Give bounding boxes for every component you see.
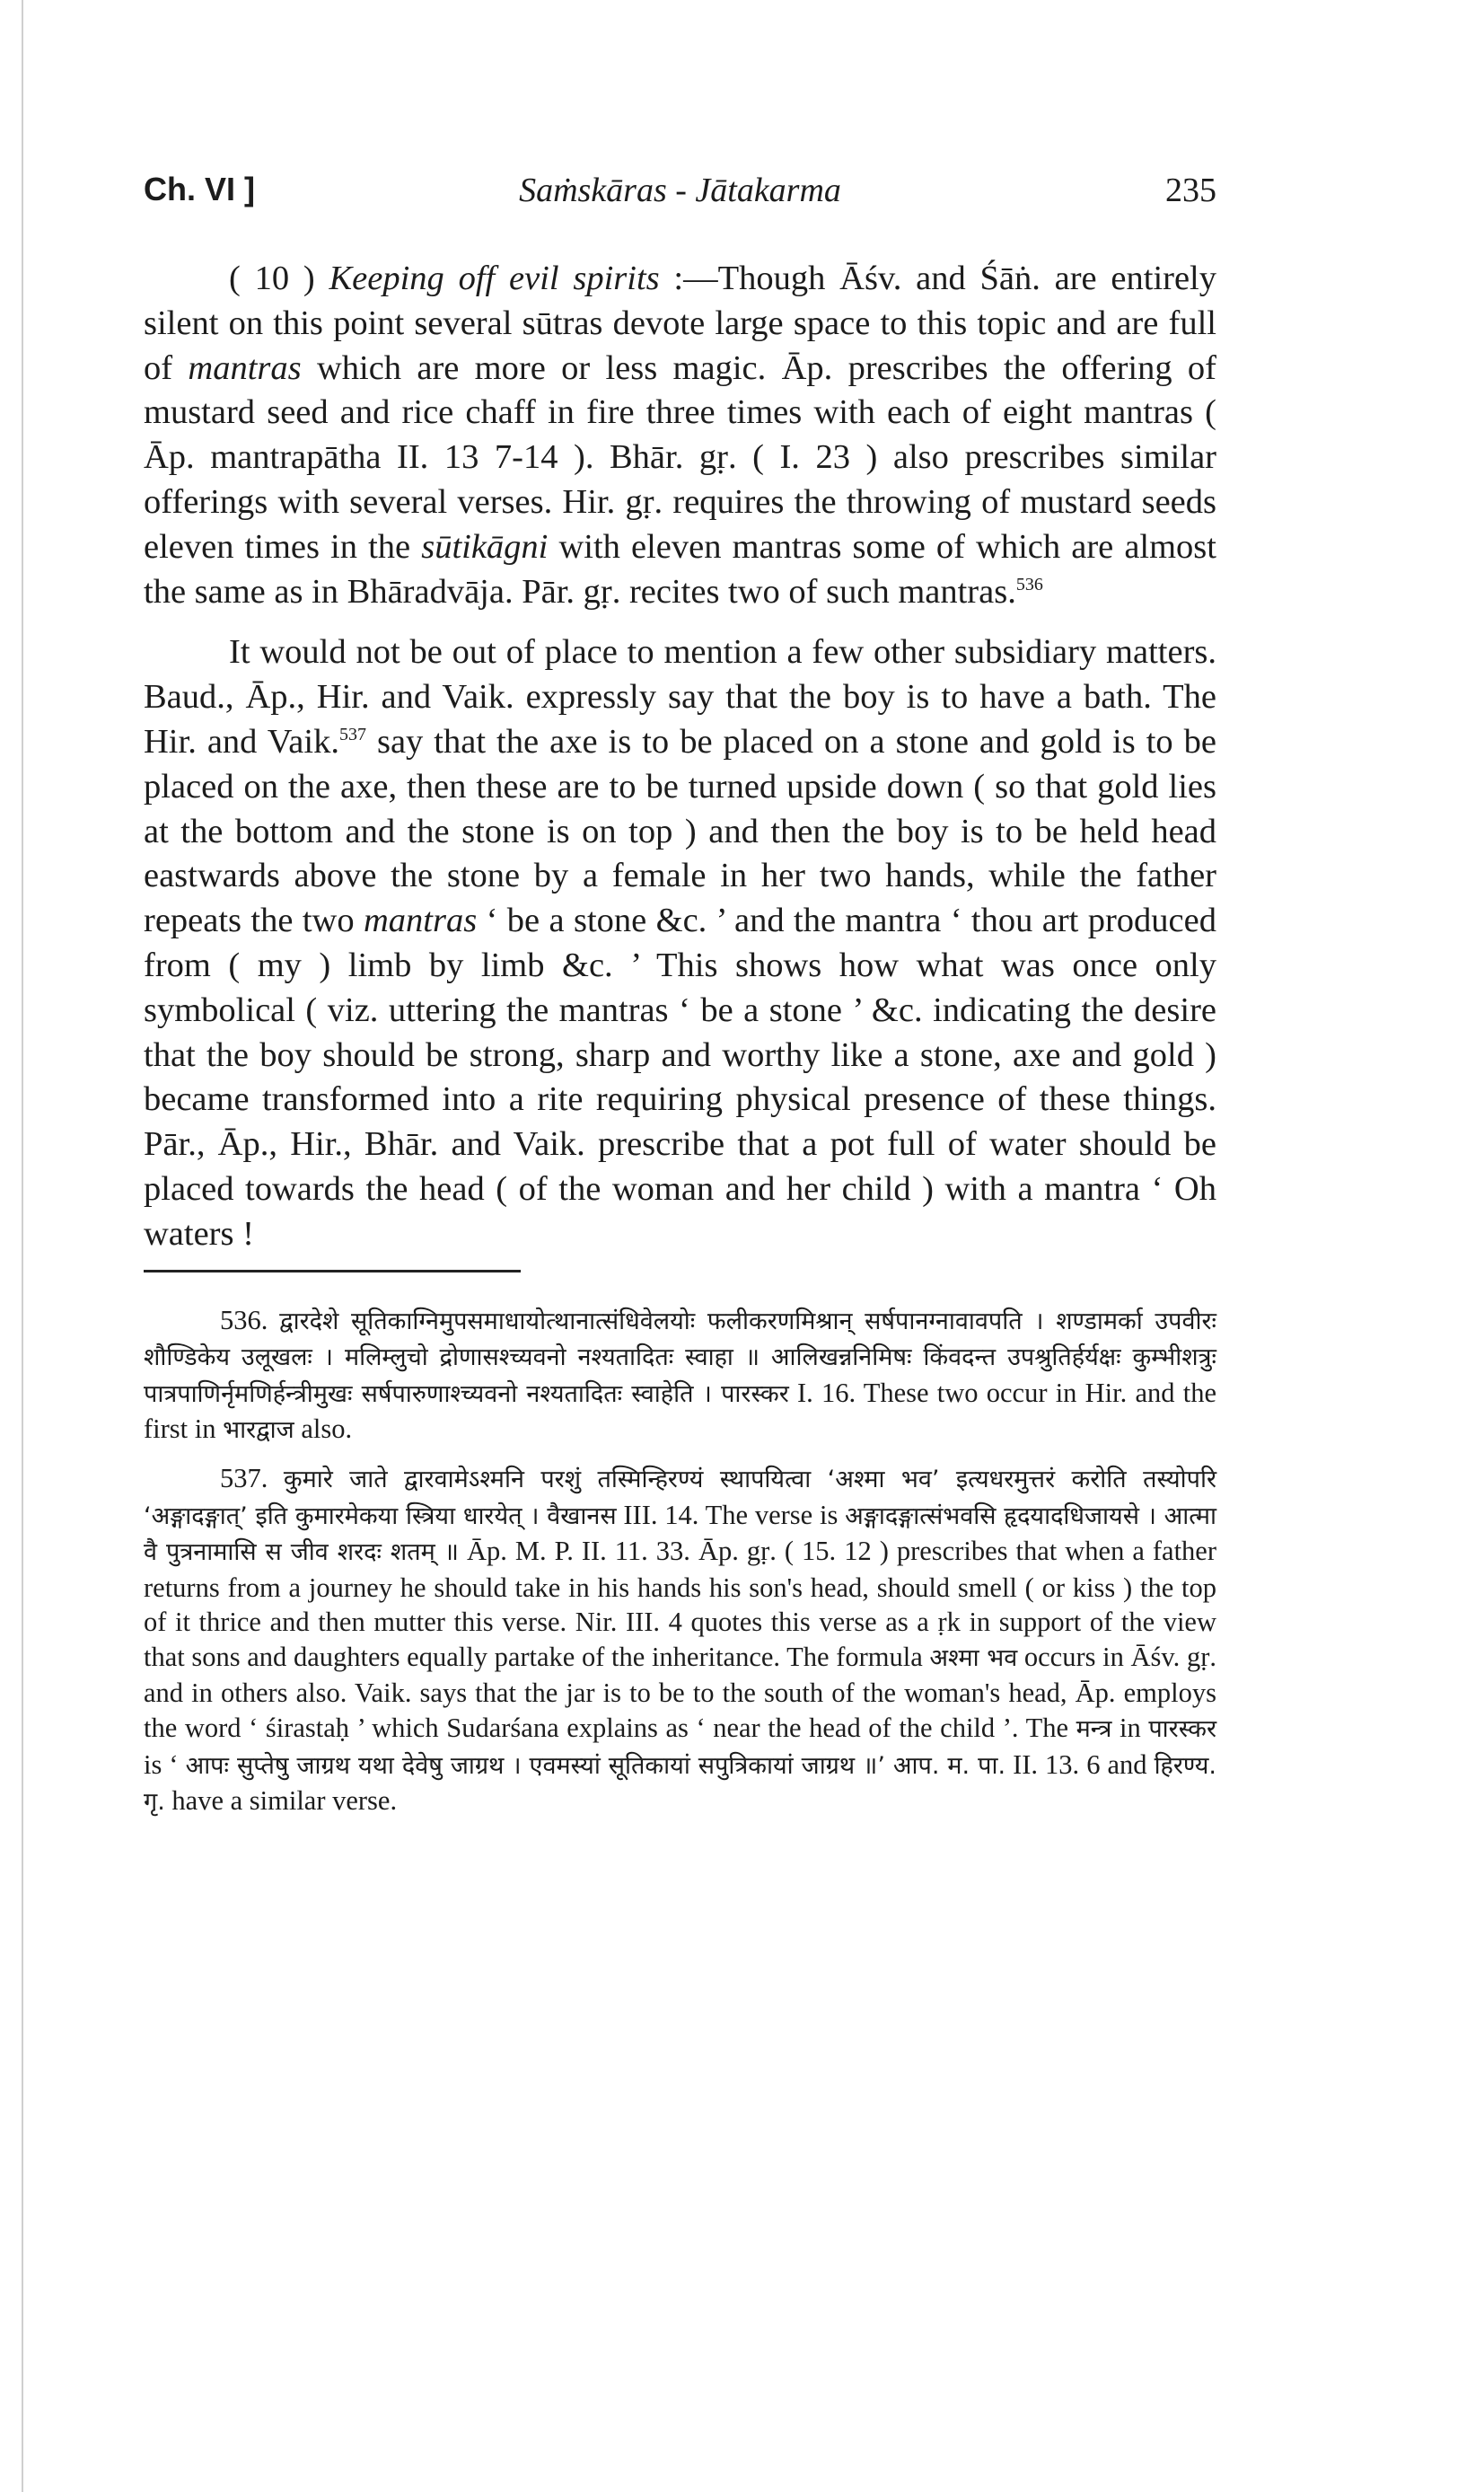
text-run: also. xyxy=(294,1413,353,1445)
paragraph-evil-spirits xyxy=(144,257,1216,614)
sanskrit-text: कुमारे जाते द्वारवामेऽश्मनि परशुं तस्मिन्हिरण्यं स्थापयित्वा ‘अश्मा भव’ इत्यधरमुत्तरं करोति तस्योपरि ‘अङ्गादङ्गात्’ इति कुमारमेकया स्त्रिया धारयेत् । वैखानस xyxy=(144,1465,1217,1530)
text-run: I. 16. These two occur in Hir. and the first in xyxy=(144,1377,1216,1445)
footnote-ref-537: 537 xyxy=(338,725,366,745)
text-run: It would not be out of place to mention a few other subsidiary matters. Baud., Āp., Hir. and Vaik. expressly say that the boy is to have a bath. The Hir. and Vaik. xyxy=(144,633,1216,761)
scan-margin-line xyxy=(22,0,23,2492)
footnote-536 xyxy=(144,1303,1216,1449)
footnote-ref-536: 536 xyxy=(1015,574,1043,594)
footnote-separator xyxy=(144,1270,521,1272)
italic-term: sūtikāgni xyxy=(421,527,549,566)
footnote-number: 537. xyxy=(220,1462,268,1493)
text-run: in xyxy=(1111,1713,1149,1744)
footnote-537 xyxy=(144,1461,1216,1820)
text-run: Āp. M. P. II. 11. 33. Āp. gṛ. ( 15. 12 ) prescribes that when a father returns from a journey he should take in his hands his son's head, should smell ( or kiss ) the top of it thrice and then mutter this verse. Nir. III. 4 quotes this verse as a ṛk in support of the view that sons and daughters equally partake of the inheritance. The formula xyxy=(144,1536,1216,1672)
text-run: occurs in Āśv. gṛ. and in others also. Vaik. says that the jar is to be to the south of the woman's head, Āp. employs the word ‘ śirastaḥ ’ which Sudarśana explains as ‘ near the head of the child ’. The xyxy=(144,1641,1216,1744)
book-page xyxy=(144,162,1216,1820)
chapter-label: Ch. VI ] xyxy=(144,171,255,207)
sanskrit-text: अङ्गादङ्गात्संभवसि हृदयादधिजायसे । आत्मा वै पुत्रनामासि स जीव शरदः शतम् ॥ xyxy=(144,1501,1217,1567)
sanskrit-text: पारस्कर xyxy=(1148,1715,1216,1744)
text-run: say that the axe is to be placed on a stone and gold is to be placed on the axe, then these are to be turned upside down ( so that gold lies at the bottom and the stone is on top ) and then the boy is to be held head eastwards above the stone by a female in her two hands, while the father repeats the two xyxy=(144,722,1216,940)
italic-term: mantras xyxy=(363,902,478,940)
running-title: Saṁskāras - Jātakarma xyxy=(519,172,841,209)
text-run: with eleven mantras some of which are almost the same as in Bhāradvāja. Pār. gṛ. recites two of such mantras. xyxy=(144,527,1216,611)
main-text xyxy=(144,257,1216,1257)
sanskrit-text: हिरण्य. गृ. xyxy=(144,1751,1217,1817)
text-run: :—Though Āśv. and Śāṅ. are entirely silent on this point several sūtras devote large space to this topic and are full of xyxy=(144,260,1216,387)
footnote-number: 536. xyxy=(220,1304,268,1335)
italic-term: mantras xyxy=(188,348,302,387)
footnotes xyxy=(144,1303,1216,1820)
sanskrit-text: भारद्वाज xyxy=(223,1416,294,1445)
text-run: ‘ be a stone &c. ’ and the mantra ‘ thou art produced from ( my ) limb by limb &c. ’ This shows how what was once only symbolical ( viz. uttering the mantras ‘ be a stone ’ &c. indicating the desire that the boy should be strong, sharp and worthy like a stone, axe and gold ) became transformed into a rite requiring physical presence of these things. Pār., Āp., Hir., Bhār. and Vaik. prescribe that a pot full of water should be placed towards the head ( of the woman and her child ) with a mantra ‘ Oh waters ! xyxy=(144,902,1216,1253)
sanskrit-text: द्वारदेशे सूतिकाग्निमुपसमाधायोत्थानात्संधिवेलयोः फलीकरणमिश्रान् सर्षपानग्नावावपति । शण्डामर्का उपवीरः शौण्डिकेय उलूखलः । मलिम्लुचो द्रोणासश्च्यवनो नश्यतादितः स्वाहा ॥ आलिखन्ननिमिषः किंवदन्त उपश्रुतिर्हर्यक्षः कुम्भीशत्रुः पात्रपाणिर्नृमणिर्हन्त्रीमुखः सर्षपारुणाश्च्यवनो नश्यतादितः स्वाहेति । पारस्कर xyxy=(144,1307,1216,1408)
sanskrit-text: आपः सुप्तेषु जाग्रथ यथा देवेषु जाग्रथ । एवमस्यां सूतिकायां सपुत्रिकायां जाग्रथ ॥’ आप. म. पा. xyxy=(185,1751,1006,1780)
text-run: III. 14. The verse is xyxy=(616,1499,846,1530)
running-header xyxy=(144,162,1216,216)
text-run: is ‘ xyxy=(144,1748,186,1780)
paragraph-number: ( 10 ) xyxy=(229,260,315,297)
page-number: 235 xyxy=(1165,172,1216,209)
text-run: have a similar verse. xyxy=(164,1785,398,1817)
paragraph-subsidiary-matters xyxy=(144,630,1216,1256)
sanskrit-text: अश्मा भव xyxy=(929,1643,1018,1672)
sanskrit-text: मन्त्र xyxy=(1076,1715,1112,1744)
text-run: II. 13. 6 and xyxy=(1005,1748,1155,1780)
text-run: which are more or less magic. Āp. prescribes the offering of mustard seed and rice chaff in fire three times with each of eight mantras ( Āp. mantrapātha II. 13 7-14 ). Bhār. gṛ. ( I. 23 ) also prescribes similar offerings with several verses. Hir. gṛ. requires the throwing of mustard seeds eleven times in the xyxy=(144,348,1217,566)
section-heading: Keeping off evil spirits xyxy=(329,260,660,297)
